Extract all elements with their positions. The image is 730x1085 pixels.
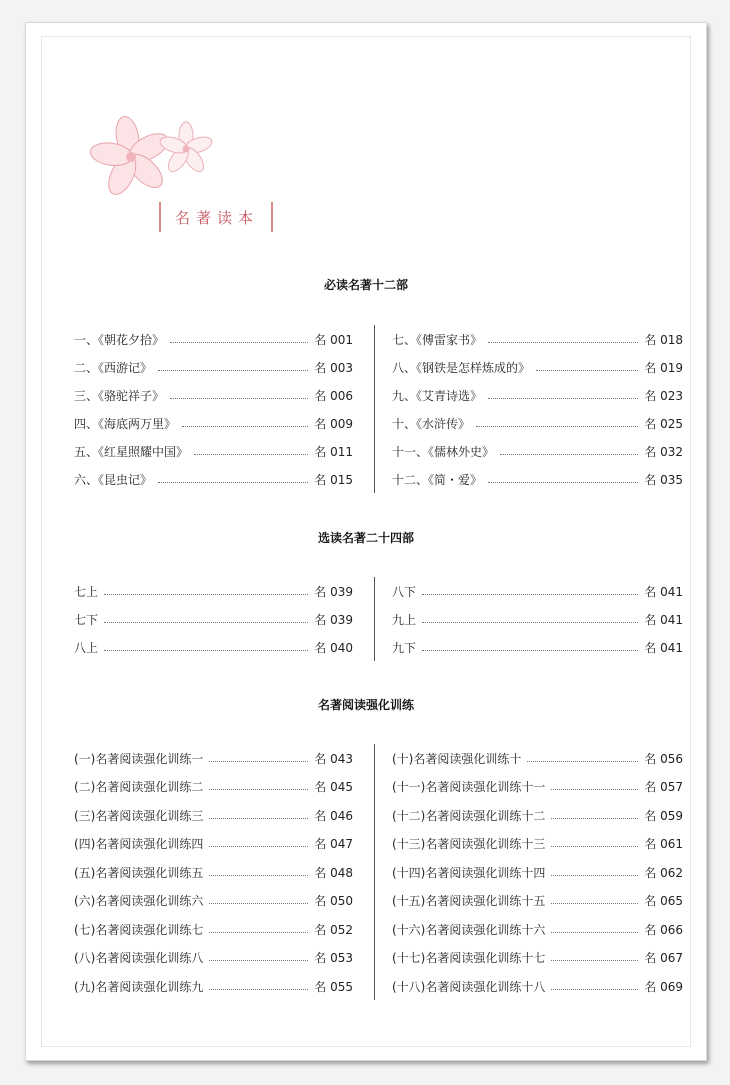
toc-entry-page: 名 041 [644,612,683,627]
toc-entry[interactable] [74,329,353,349]
dot-leader [209,875,308,876]
toc-entry-page: 名 045 [314,780,353,794]
title-bar-right [271,202,273,232]
toc-entry[interactable] [392,385,683,405]
dot-leader [170,342,308,343]
dot-leader [209,932,308,933]
toc-entry-label: 九下 [392,640,417,655]
toc-entry-label: 六、《昆虫记》 [74,472,153,487]
dot-leader [170,398,308,399]
dot-leader [158,370,308,371]
toc-entry-label: 二、《西游记》 [74,360,153,375]
toc-entry[interactable] [392,609,683,629]
block-heading: 必读名著十二部 [323,278,408,292]
toc-entry-label: 七上 [74,584,99,599]
toc-entry[interactable] [392,891,683,911]
toc-entry[interactable] [74,805,353,825]
dot-leader [158,482,308,483]
dot-leader [194,454,308,455]
toc-entry-label: 九上 [392,612,417,627]
toc-entry[interactable] [74,413,353,433]
toc-entry-page: 名 059 [644,808,683,823]
dot-leader [209,989,308,990]
toc-entry[interactable] [74,919,353,939]
toc-entry[interactable] [74,637,353,657]
toc-entry-page: 名 001 [314,332,353,347]
dot-leader [182,426,308,427]
toc-entry-label: 十、《水浒传》 [392,416,471,431]
toc-entry-label: 四、《海底两万里》 [74,416,177,431]
toc-entry[interactable] [74,441,353,461]
dot-leader [488,482,638,483]
toc-entry[interactable] [392,469,683,489]
toc-entry-page: 名 047 [314,837,353,851]
document-page [25,22,707,1061]
column-divider [374,744,375,1000]
toc-entry-label: 九、《艾青诗选》 [392,388,483,403]
toc-entry-page: 名 039 [314,612,353,627]
toc-entry-label: (十五)名著阅读强化训练十五 [392,894,546,908]
toc-entry[interactable] [74,385,353,405]
column-divider [374,325,375,493]
toc-entry[interactable] [74,609,353,629]
toc-entry-page: 名 055 [314,979,353,994]
toc-entry-page: 名 062 [644,865,683,880]
dot-leader [209,761,308,762]
toc-entry-page: 名 025 [644,416,683,431]
toc-entry-label: (八)名著阅读强化训练八 [74,951,204,965]
toc-entry-label: 十二、《简・爱》 [392,472,483,487]
dot-leader [551,932,638,933]
dot-leader [422,594,638,595]
toc-entry[interactable] [392,357,683,377]
toc-entry-label: (三)名著阅读强化训练三 [74,808,204,823]
toc-entry[interactable] [392,919,683,939]
dot-leader [527,761,638,762]
toc-entry-page: 名 003 [314,360,353,375]
toc-entry-label: 三、《骆驼祥子》 [74,388,165,403]
toc-entry-page: 名 006 [314,388,353,403]
toc-entry-page: 名 019 [644,360,683,375]
dot-leader [488,398,638,399]
toc-entry-page: 名 065 [644,894,683,908]
column-divider [374,577,375,661]
block-heading: 名著阅读强化训练 [317,698,414,712]
dot-leader [209,789,308,790]
dot-leader [422,650,638,651]
toc-entry-page: 名 011 [314,444,353,459]
dot-leader [551,875,638,876]
toc-entry[interactable] [392,748,683,768]
toc-entry-label: (十七)名著阅读强化训练十七 [392,951,546,965]
toc-entry-page: 名 061 [644,837,683,851]
toc-entry[interactable] [392,777,683,797]
toc-entry-page: 名 039 [314,584,353,599]
toc-entry-page: 名 069 [644,979,683,994]
toc-entry-page: 名 040 [314,640,353,655]
dot-leader [551,989,638,990]
dot-leader [422,622,638,623]
toc-entry-label: 十一、《儒林外史》 [392,444,495,459]
toc-entry-label: (四)名著阅读强化训练四 [74,837,204,851]
section-title-text: 名著读本 [175,208,260,227]
dot-leader [551,846,638,847]
toc-entry-label: 八下 [392,584,417,599]
toc-entry-label: 八上 [74,640,99,655]
toc-entry[interactable] [392,948,683,968]
dot-leader [476,426,638,427]
toc-entry[interactable] [74,834,353,854]
toc-entry-page: 名 053 [314,951,353,965]
dot-leader [536,370,638,371]
toc-entry-label: (十六)名著阅读强化训练十六 [392,922,546,937]
toc-entry[interactable] [74,891,353,911]
dot-leader [551,789,638,790]
dot-leader [209,960,308,961]
toc-entry[interactable] [392,441,683,461]
toc-entry-page: 名 009 [314,416,353,431]
toc-entry[interactable] [392,976,683,996]
toc-entry[interactable] [392,805,683,825]
toc-entry-label: (十八)名著阅读强化训练十八 [392,979,546,994]
toc-entry-page: 名 050 [314,894,353,908]
toc-entry-page: 名 032 [644,444,683,459]
dot-leader [209,846,308,847]
toc-entry-label: 七下 [74,612,99,627]
toc-entry-page: 名 035 [644,472,683,487]
dot-leader [209,818,308,819]
toc-entry-label: (七)名著阅读强化训练七 [74,922,204,937]
toc-entry[interactable] [74,976,353,996]
block-heading: 选读名著二十四部 [317,531,414,545]
toc-entry-label: 五、《红星照耀中国》 [74,444,189,459]
toc-entry-page: 名 048 [314,865,353,880]
toc-entry[interactable] [74,748,353,768]
toc-entry[interactable] [392,329,683,349]
dot-leader [488,342,638,343]
toc-entry[interactable] [74,777,353,797]
toc-entry[interactable] [392,413,683,433]
dot-leader [551,960,638,961]
toc-entry-page: 名 056 [644,751,683,766]
toc-entry-label: (九)名著阅读强化训练九 [74,979,204,994]
toc-entry[interactable] [392,581,683,601]
dot-leader [104,622,308,623]
toc-entry[interactable] [74,948,353,968]
toc-entry-label: (一)名著阅读强化训练一 [74,751,204,766]
toc-entry-page: 名 041 [644,584,683,599]
toc-entry-page: 名 057 [644,780,683,794]
dot-leader [551,903,638,904]
dot-leader [104,650,308,651]
toc-entry-label: 八、《钢铁是怎样炼成的》 [392,360,531,375]
toc-entry[interactable] [392,862,683,882]
dot-leader [104,594,308,595]
toc-entry[interactable] [392,637,683,657]
toc-entry[interactable] [74,581,353,601]
toc-entry-label: (十)名著阅读强化训练十 [392,751,522,766]
toc-entry-page: 名 015 [314,472,353,487]
toc-entry-page: 名 018 [644,332,683,347]
toc-entry-label: (五)名著阅读强化训练五 [74,865,204,880]
toc-entry-page: 名 043 [314,751,353,766]
toc-entry-page: 名 052 [314,922,353,937]
toc-entry-page: 名 041 [644,640,683,655]
toc-entry-label: (十一)名著阅读强化训练十一 [392,780,546,794]
toc-entry[interactable] [74,469,353,489]
toc-entry-label: 一、《朝花夕拾》 [74,332,165,347]
toc-entry[interactable] [74,357,353,377]
toc-entry-label: 七、《傅雷家书》 [392,332,483,347]
toc-entry[interactable] [74,862,353,882]
toc-entry-label: (十三)名著阅读强化训练十三 [392,837,546,851]
toc-entry-label: (十四)名著阅读强化训练十四 [392,865,546,880]
toc-entry[interactable] [392,834,683,854]
toc-entry-page: 名 046 [314,808,353,823]
toc-entry-page: 名 023 [644,388,683,403]
toc-entry-page: 名 067 [644,951,683,965]
dot-leader [551,818,638,819]
dot-leader [500,454,638,455]
section-title [159,195,273,239]
dot-leader [209,903,308,904]
toc-entry-page: 名 066 [644,922,683,937]
toc-entry-label: (六)名著阅读强化训练六 [74,894,204,908]
toc-entry-label: (十二)名著阅读强化训练十二 [392,808,546,823]
toc-entry-label: (二)名著阅读强化训练二 [74,780,204,794]
